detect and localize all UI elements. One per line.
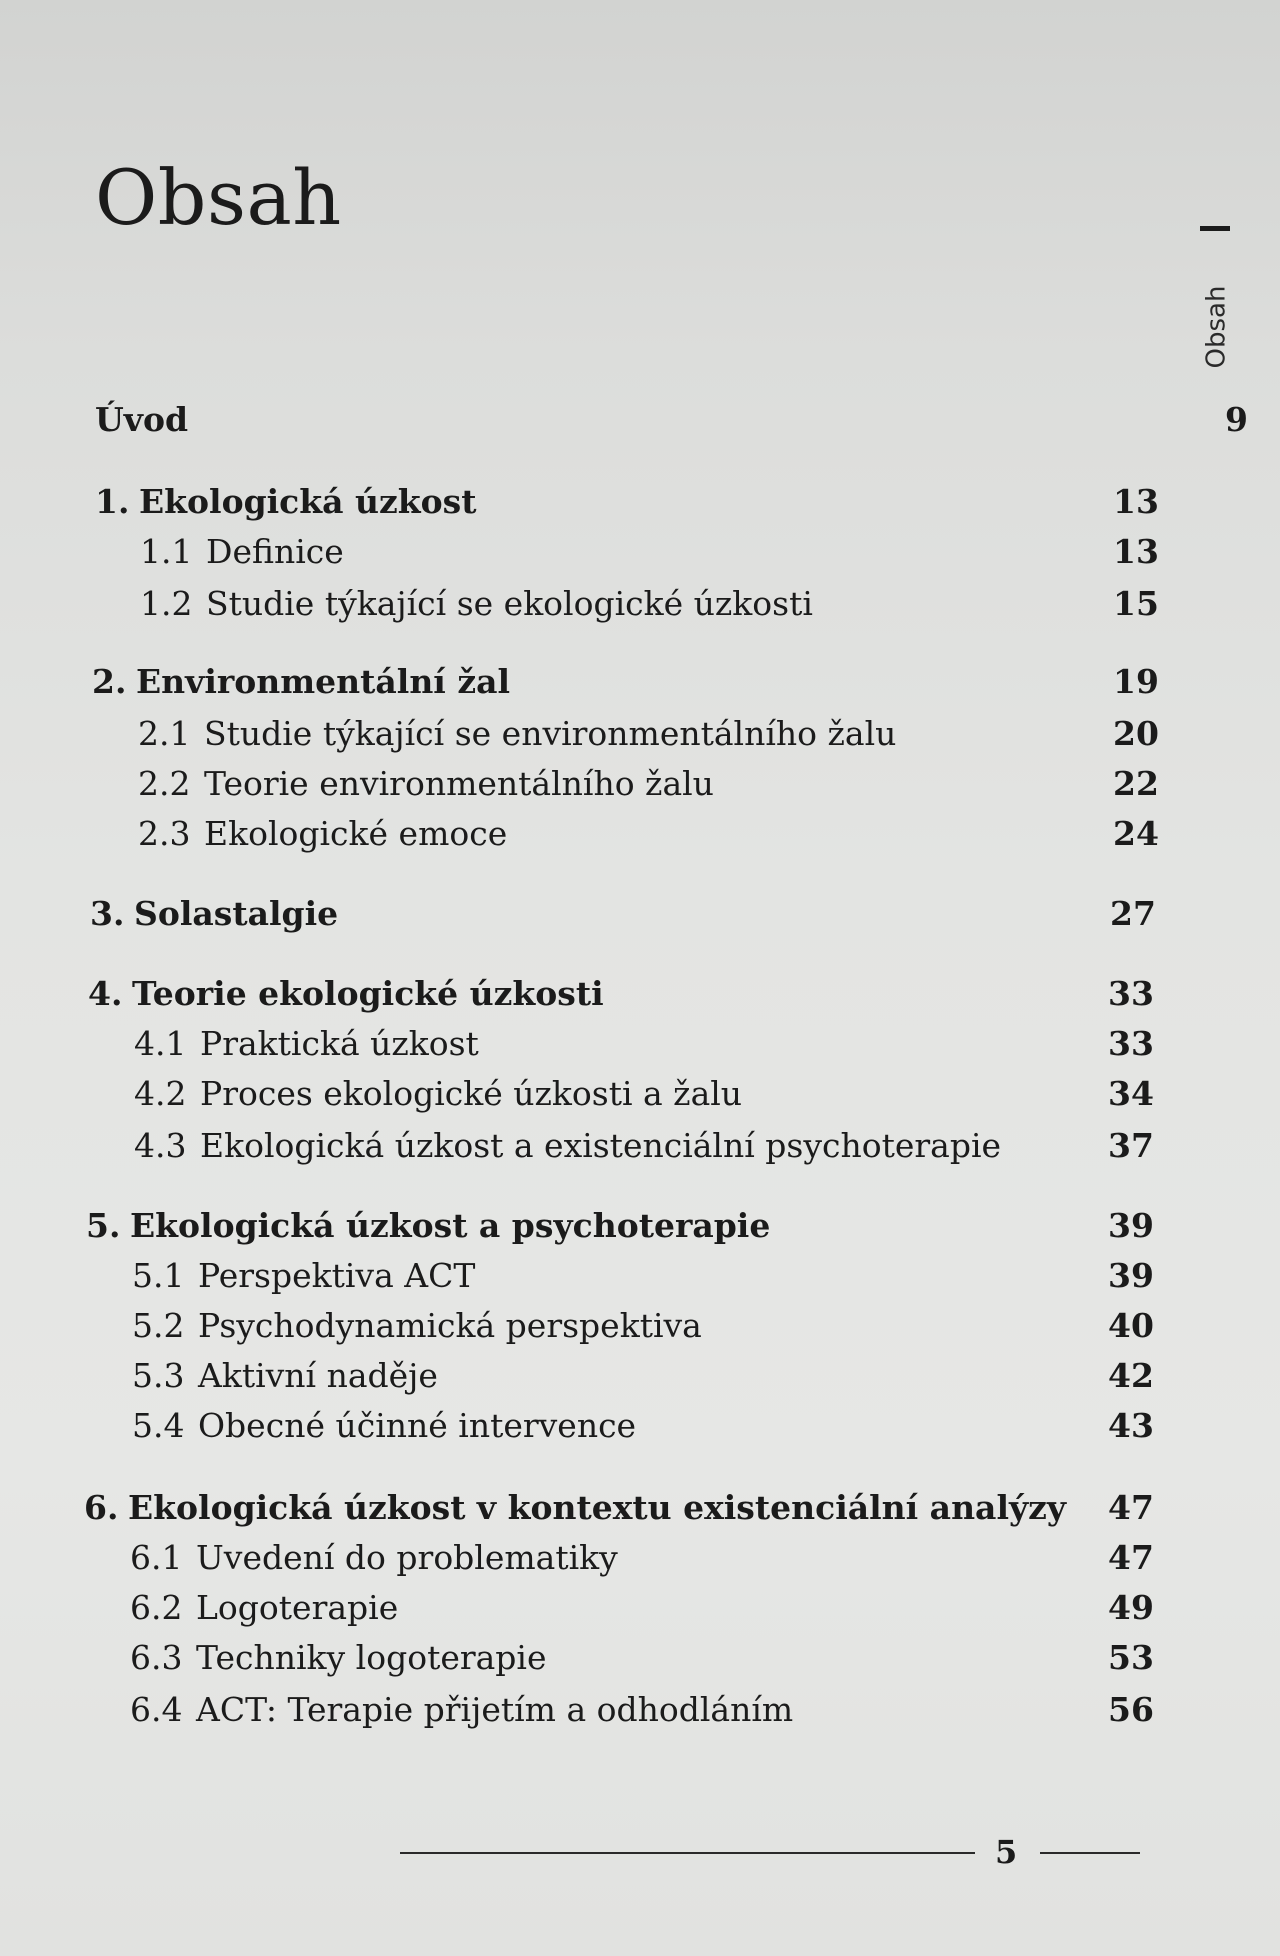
toc-entry-chapter-6	[84, 1486, 1154, 1530]
toc-page-number: 13	[1113, 532, 1159, 571]
toc-entry-title: Studie týkající se ekologické úzkosti	[206, 584, 813, 623]
toc-page-number: 15	[1113, 584, 1159, 623]
toc-page-number: 27	[1110, 894, 1156, 933]
toc-sub-number: 6.4	[130, 1690, 183, 1729]
toc-entry-title: Teorie ekologické úzkosti	[132, 974, 604, 1013]
toc-page-number: 47	[1108, 1538, 1154, 1577]
toc-entry-2-1	[138, 712, 1159, 756]
toc-entry-title: Solastalgie	[134, 894, 339, 933]
toc-page-number: 20	[1113, 714, 1159, 753]
toc-entry-title: Techniky logoterapie	[196, 1638, 547, 1677]
footer-rule-right	[1040, 1852, 1140, 1854]
toc-sub-number: 4.1	[134, 1024, 187, 1063]
toc-page-number: 39	[1108, 1206, 1154, 1245]
toc-page-number: 37	[1108, 1126, 1154, 1165]
tab-marker-bar	[1200, 226, 1230, 231]
toc-page-number: 34	[1108, 1074, 1154, 1113]
toc-entry-2-3	[138, 812, 1159, 856]
toc-page-number: 33	[1108, 1024, 1154, 1063]
toc-page-number: 53	[1108, 1638, 1154, 1677]
toc-sub-number: 4.3	[134, 1126, 187, 1165]
toc-page-number: 43	[1108, 1406, 1154, 1445]
toc-entry-chapter-2	[92, 660, 1159, 704]
toc-page-number: 9	[1225, 400, 1248, 439]
toc-page-number: 22	[1113, 764, 1159, 803]
toc-entry-chapter-3	[90, 892, 1156, 936]
toc-entry-chapter-5	[86, 1204, 1154, 1248]
toc-entry-6-4	[130, 1688, 1154, 1732]
toc-entry-title: Praktická úzkost	[200, 1024, 479, 1063]
toc-page-number: 49	[1108, 1588, 1154, 1627]
toc-sub-number: 5.2	[132, 1306, 185, 1345]
toc-page-number: 33	[1108, 974, 1154, 1013]
toc-sub-number: 5.1	[132, 1256, 185, 1295]
toc-sub-number: 2.1	[138, 714, 191, 753]
toc-sub-number: 6.3	[130, 1638, 183, 1677]
toc-sub-number: 5.3	[132, 1356, 185, 1395]
toc-chapter-number: 3.	[90, 894, 125, 933]
toc-entry-5-3	[132, 1354, 1154, 1398]
toc-entry-5-4	[132, 1404, 1154, 1448]
toc-entry-6-1	[130, 1536, 1154, 1580]
toc-entry-title: ACT: Terapie přijetím a odhodláním	[196, 1690, 794, 1729]
toc-entry-title: Úvod	[95, 400, 189, 439]
toc-entry-title: Obecné účinné intervence	[198, 1406, 637, 1445]
toc-entry-title: Proces ekologické úzkosti a žalu	[200, 1074, 743, 1113]
toc-entry-6-2	[130, 1586, 1154, 1630]
toc-entry-title: Ekologická úzkost	[139, 482, 477, 521]
toc-entry-title: Ekologická úzkost v kontextu existenciální analýzy	[128, 1488, 1067, 1527]
toc-entry-4-1	[134, 1022, 1154, 1066]
toc-entry-title: Ekologické emoce	[204, 814, 508, 853]
toc-entry-title: Studie týkající se environmentálního žalu	[204, 714, 897, 753]
toc-sub-number: 6.2	[130, 1588, 183, 1627]
page-footer	[400, 1830, 1140, 1870]
toc-entry-title: Ekologická úzkost a existenciální psychoterapie	[200, 1126, 1002, 1165]
toc-sub-number: 1.1	[140, 532, 193, 571]
toc-entry-5-2	[132, 1304, 1154, 1348]
toc-entry-title: Uvedení do problematiky	[196, 1538, 618, 1577]
toc-entry-4-2	[134, 1072, 1154, 1116]
toc-entry-6-3	[130, 1636, 1154, 1680]
toc-entry-chapter-4	[88, 972, 1154, 1016]
toc-entry-title: Psychodynamická perspektiva	[198, 1306, 702, 1345]
toc-page-number: 42	[1108, 1356, 1154, 1395]
toc-chapter-number: 6.	[84, 1488, 119, 1527]
page-title: Obsah	[95, 153, 342, 242]
toc-entry-1-2	[140, 582, 1159, 626]
toc-page-number: 13	[1113, 482, 1159, 521]
toc-entry-title: Teorie environmentálního žalu	[204, 764, 714, 803]
toc-entry-chapter-1	[95, 480, 1159, 524]
toc-sub-number: 6.1	[130, 1538, 183, 1577]
toc-page-number: 19	[1113, 662, 1159, 701]
toc-sub-number: 2.2	[138, 764, 191, 803]
toc-chapter-number: 5.	[86, 1206, 121, 1245]
toc-entry-uvod	[95, 398, 1248, 442]
toc-page-number: 39	[1108, 1256, 1154, 1295]
toc-entry-title: Definice	[206, 532, 344, 571]
toc-entry-title: Perspektiva ACT	[198, 1256, 476, 1295]
toc-entry-4-3	[134, 1124, 1154, 1168]
page-number: 5	[995, 1833, 1018, 1871]
toc-page-number: 40	[1108, 1306, 1154, 1345]
toc-sub-number: 5.4	[132, 1406, 185, 1445]
toc-entry-title: Aktivní naděje	[198, 1356, 438, 1395]
footer-rule-left	[400, 1852, 975, 1854]
toc-chapter-number: 1.	[95, 482, 130, 521]
toc-chapter-number: 4.	[88, 974, 123, 1013]
toc-entry-2-2	[138, 762, 1159, 806]
side-tab-label: Obsah	[1201, 285, 1232, 369]
toc-sub-number: 1.2	[140, 584, 193, 623]
toc-entry-title: Ekologická úzkost a psychoterapie	[130, 1206, 771, 1245]
side-section-tab	[1190, 222, 1250, 382]
toc-sub-number: 2.3	[138, 814, 191, 853]
toc-sub-number: 4.2	[134, 1074, 187, 1113]
toc-entry-5-1	[132, 1254, 1154, 1298]
toc-chapter-number: 2.	[92, 662, 127, 701]
toc-page-number: 47	[1108, 1488, 1154, 1527]
toc-entry-title: Logoterapie	[196, 1588, 399, 1627]
toc-page-number: 56	[1108, 1690, 1154, 1729]
toc-entry-title: Environmentální žal	[136, 662, 510, 701]
toc-entry-1-1	[140, 530, 1159, 574]
toc-page-number: 24	[1113, 814, 1159, 853]
